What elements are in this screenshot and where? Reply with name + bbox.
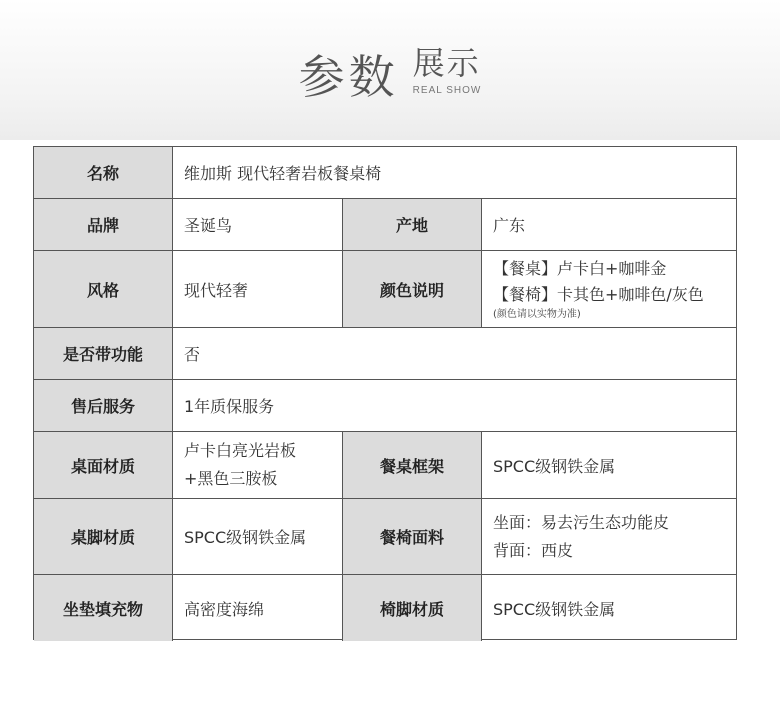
heading-english: REAL SHOW	[412, 85, 482, 96]
top-material-line2: +黑色三胺板	[184, 469, 278, 488]
value-function: 否	[173, 328, 736, 380]
heading-main: 参数	[298, 50, 399, 104]
value-name: 维加斯 现代轻奢岩板餐桌椅	[173, 147, 736, 199]
label-origin: 产地	[343, 199, 482, 251]
label-chair-fabric: 餐椅面料	[343, 499, 482, 575]
label-cushion-fill: 坐垫填充物	[34, 575, 173, 641]
label-brand: 品牌	[34, 199, 173, 251]
label-aftersale: 售后服务	[34, 380, 173, 432]
value-origin: 广东	[482, 199, 736, 251]
color-table-line: 【餐桌】卢卡白+咖啡金	[493, 259, 667, 278]
chair-fabric-back: 背面：西皮	[493, 540, 574, 560]
value-brand: 圣诞鸟	[173, 199, 343, 251]
spec-table	[33, 146, 737, 640]
color-chair-line: 【餐椅】卡其色+咖啡色/灰色	[493, 285, 704, 304]
chair-fabric-seat: 坐面：易去污生态功能皮	[493, 512, 670, 532]
label-function: 是否带功能	[34, 328, 173, 380]
value-chair-leg: SPCC级钢铁金属	[493, 599, 616, 619]
value-table-frame: SPCC级钢铁金属	[482, 432, 736, 499]
value-top-material	[173, 432, 343, 499]
label-name: 名称	[34, 147, 173, 199]
label-color: 颜色说明	[343, 251, 482, 328]
label-chair-leg: 椅脚材质	[343, 575, 482, 641]
heading-sub: 展示	[412, 44, 481, 82]
value-cushion-fill: 高密度海绵	[173, 575, 343, 641]
color-note: (颜色请以实物为准)	[493, 309, 581, 320]
top-material-line1: 卢卡白亮光岩板	[184, 441, 297, 460]
heading-sub-group	[412, 44, 482, 96]
value-aftersale: 1年质保服务	[173, 380, 736, 432]
value-style: 现代轻奢	[173, 251, 343, 328]
value-color	[482, 251, 736, 328]
label-leg-material: 桌脚材质	[34, 499, 173, 575]
label-top-material: 桌面材质	[34, 432, 173, 499]
section-heading	[0, 30, 780, 104]
value-chair-fabric	[482, 499, 736, 575]
label-table-frame: 餐桌框架	[343, 432, 482, 499]
label-style: 风格	[34, 251, 173, 328]
value-leg-material: SPCC级钢铁金属	[173, 499, 343, 575]
